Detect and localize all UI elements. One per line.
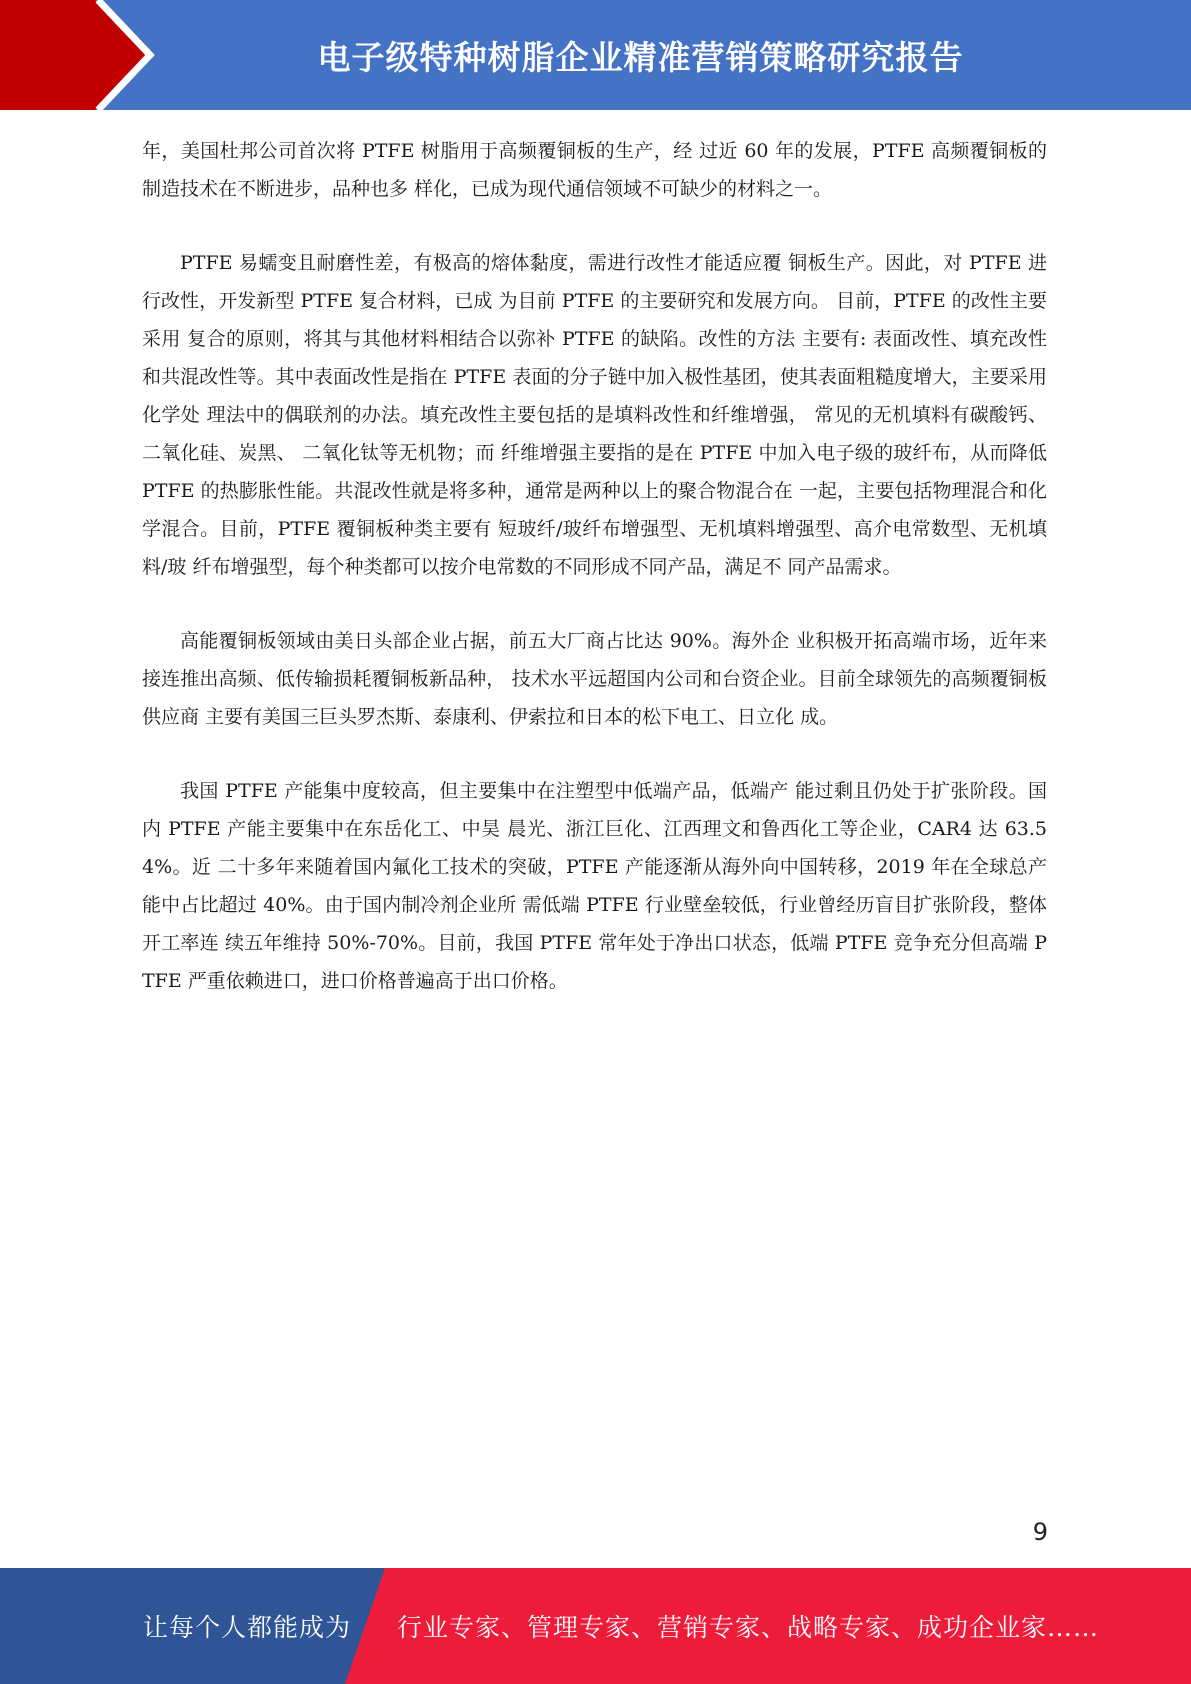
report-title: 电子级特种树脂企业精准营销策略研究报告 — [317, 37, 964, 77]
document-body — [142, 132, 1047, 1036]
header-banner — [0, 0, 1191, 110]
footer-slogan-left: 让每个人都能成为 — [143, 1613, 352, 1642]
paragraph-1: 年，美国杜邦公司首次将 PTFE 树脂用于高频覆铜板的生产，经 过近 60 年的发展，PTFE 高频覆铜板的制造技术在不断进步，品种也多 样化，已成为现代通信领域不可缺少的材料之一。 — [142, 140, 1047, 200]
paragraph-3: 高能覆铜板领域由美日头部企业占据，前五大厂商占比达 90%。海外企 业积极开拓高端市场，近年来接连推出高频、低传输损耗覆铜板新品种， 技术水平远超国内公司和台资企业。目前全球领先的高频覆铜板供应商 主要有美国三巨头罗杰斯、泰康利、伊索拉和日本的松下电工、日立化 成。 — [142, 630, 1047, 728]
paragraph-2: PTFE 易蠕变且耐磨性差，有极高的熔体黏度，需进行改性才能适应覆 铜板生产。因此，对 PTFE 进行改性，开发新型 PTFE 复合材料，已成 为目前 PTFE 的主要研究和发展方向。 目前，PTFE 的改性主要采用 复合的原则，将其与其他材料相结合以弥补 PTFE 的缺陷。改性的方法 主要有: 表面改性、填充改性和共混改性等。其中表面改性是指在 PTFE 表面的分子链中加入极性基团，使其表面粗糙度增大，主要采用化学处 理法中的偶联剂的办法。填充改性主要包括的是填料改性和纤维增强， 常见的无机填料有碳酸钙、二氧化硅、炭黑、 二氧化钛等无机物；而 纤维增强主要指的是在 PTFE 中加入电子级的玻纤布，从而降低 PTFE 的热膨胀性能。共混改性就是将多种，通常是两种以上的聚合物混合在 一起，主要包括物理混合和化学混合。目前，PTFE 覆铜板种类主要有 短玻纤/玻纤布增强型、无机填料增强型、高介电常数型、无机填料/玻 纤布增强型，每个种类都可以按介电常数的不同形成不同产品，满足不 同产品需求。 — [142, 252, 1047, 578]
footer-banner — [0, 1568, 1191, 1684]
footer-slogan-right: 行业专家、管理专家、营销专家、战略专家、成功企业家…… — [397, 1613, 1100, 1642]
page-number: 9 — [1032, 1518, 1048, 1546]
paragraph-4: 我国 PTFE 产能集中度较高，但主要集中在注塑型中低端产品，低端产 能过剩且仍处于扩张阶段。国内 PTFE 产能主要集中在东岳化工、中昊 晨光、浙江巨化、江西理文和鲁西化工等企业，CAR4 达 63.54%。近 二十多年来随着国内氟化工技术的突破，PTFE 产能逐渐从海外向中国转移，2019 年在全球总产能中占比超过 40%。由于国内制冷剂企业所 需低端 PTFE 行业壁垒较低，行业曾经历盲目扩张阶段，整体开工率连 续五年维持 50%-70%。目前，我国 PTFE 常年处于净出口状态，低端 PTFE 竞争充分但高端 PTFE 严重依赖进口，进口价格普遍高于出口价格。 — [142, 780, 1047, 992]
header-red-chevron-decoration — [0, 0, 160, 110]
